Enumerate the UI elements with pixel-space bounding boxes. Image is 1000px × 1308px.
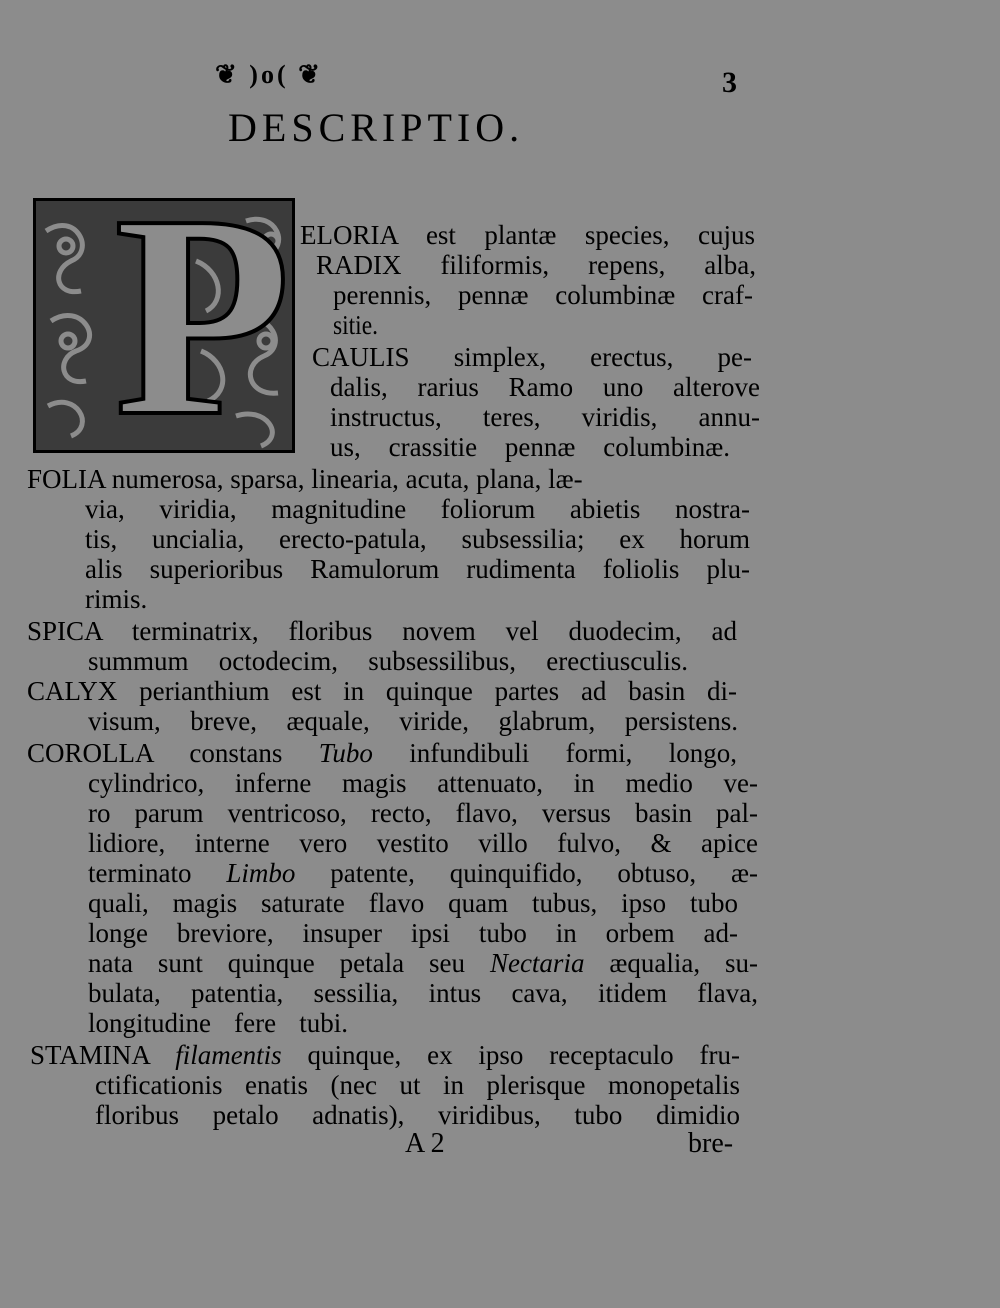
text-line: [95, 1100, 740, 1130]
text-line: [88, 948, 758, 978]
line-text: STAMINA: [30, 1040, 176, 1070]
text-line: [85, 584, 147, 614]
line-text: terminato: [88, 858, 227, 888]
text-line: [88, 978, 758, 1008]
text-line: [333, 280, 753, 310]
line-text: RADIX filiformis, repens, alba,: [316, 250, 756, 280]
text-line: [85, 524, 750, 554]
text-line: [88, 828, 758, 858]
page-number: 3: [722, 66, 737, 99]
text-line: [316, 250, 756, 280]
text-line: [27, 676, 737, 706]
line-text: sitie.: [333, 310, 378, 340]
line-text: ro parum ventricoso, recto, flavo, versus basin pal-: [88, 798, 758, 828]
line-text: infundibuli formi, longo,: [372, 738, 738, 768]
line-text: bulata, patentia, sessilia, intus cava, itidem flava,: [88, 978, 758, 1008]
line-text: cylindrico, inferne magis attenuato, in medio ve-: [88, 768, 758, 798]
line-text: ELORIA est plantæ species, cujus: [300, 220, 755, 250]
line-text: rimis.: [85, 584, 148, 614]
text-line: [88, 1008, 348, 1038]
line-text: FOLIA numerosa, sparsa, linearia, acuta, plana, læ-: [27, 464, 583, 494]
text-line: [300, 220, 755, 250]
line-text: ctificationis enatis (nec ut in plerisque monopetalis: [95, 1070, 740, 1100]
line-text: quali, magis saturate flavo quam tubus, ipso tubo: [88, 888, 738, 918]
italic-term: Limbo: [226, 858, 296, 888]
text-line: [27, 464, 583, 494]
line-text: dalis, rarius Ramo uno alterove: [330, 372, 760, 402]
text-line: [27, 616, 737, 646]
text-line: [330, 432, 730, 462]
text-line: [85, 494, 750, 524]
line-text: CALYX perianthium est in quinque partes ad basin di-: [27, 676, 737, 706]
line-text: SPICA terminatrix, floribus novem vel duodecim, ad: [27, 616, 737, 646]
line-text: floribus petalo adnatis), viridibus, tubo dimidio: [95, 1100, 740, 1130]
dropcap-letter: P: [114, 198, 292, 453]
line-text: tis, uncialia, erecto-patula, subsessilia; ex horum: [85, 524, 750, 554]
text-line: [88, 858, 758, 888]
line-text: nata sunt quinque petala seu: [88, 948, 490, 978]
text-line: [88, 706, 738, 736]
line-text: quinque, ex ipso receptaculo fru-: [281, 1040, 740, 1070]
line-text: æqualia, su-: [584, 948, 758, 978]
line-text: patente, quinquifido, obtuso, æ-: [295, 858, 758, 888]
line-text: us, crassitie pennæ columbinæ.: [330, 432, 730, 462]
line-text: perennis, pennæ columbinæ craf-: [333, 280, 753, 310]
text-line: [312, 342, 752, 372]
line-text: via, viridia, magnitudine foliorum abietis nostra-: [85, 494, 750, 524]
text-line: [330, 402, 760, 432]
line-text: instructus, teres, viridis, annu-: [330, 402, 760, 432]
text-line: [330, 372, 760, 402]
line-text: summum octodecim, subsessilibus, erectiusculis.: [88, 646, 688, 676]
line-text: COROLLA constans: [27, 738, 319, 768]
catchword: bre-: [688, 1128, 734, 1159]
text-line: [88, 918, 738, 948]
text-line: [88, 768, 758, 798]
italic-term: Nectaria: [489, 948, 585, 978]
signature-mark: A 2: [405, 1128, 445, 1159]
line-text: longe breviore, insuper ipsi tubo in orbem ad-: [88, 918, 738, 948]
italic-term: Tubo: [318, 738, 373, 768]
text-line: [85, 554, 750, 584]
decorated-initial: [33, 198, 295, 453]
italic-term: filamentis: [175, 1040, 282, 1070]
line-text: longitudine fere tubi.: [88, 1008, 348, 1038]
text-line: [30, 1040, 740, 1070]
text-line: [27, 738, 737, 768]
text-line: [88, 646, 688, 676]
line-text: CAULIS simplex, erectus, pe-: [312, 342, 752, 372]
line-text: alis superioribus Ramulorum rudimenta foliolis plu-: [85, 554, 750, 584]
line-text: visum, breve, æquale, viride, glabrum, persistens.: [88, 706, 738, 736]
header-ornament: ❦ )o( ❦: [215, 60, 323, 89]
page-title: DESCRIPTIO.: [228, 105, 525, 150]
text-line: [95, 1070, 740, 1100]
line-text: lidiore, interne vero vestito villo fulvo, & apice: [88, 828, 758, 858]
text-line: [88, 888, 738, 918]
text-line: [88, 798, 758, 828]
text-line: [333, 310, 378, 340]
